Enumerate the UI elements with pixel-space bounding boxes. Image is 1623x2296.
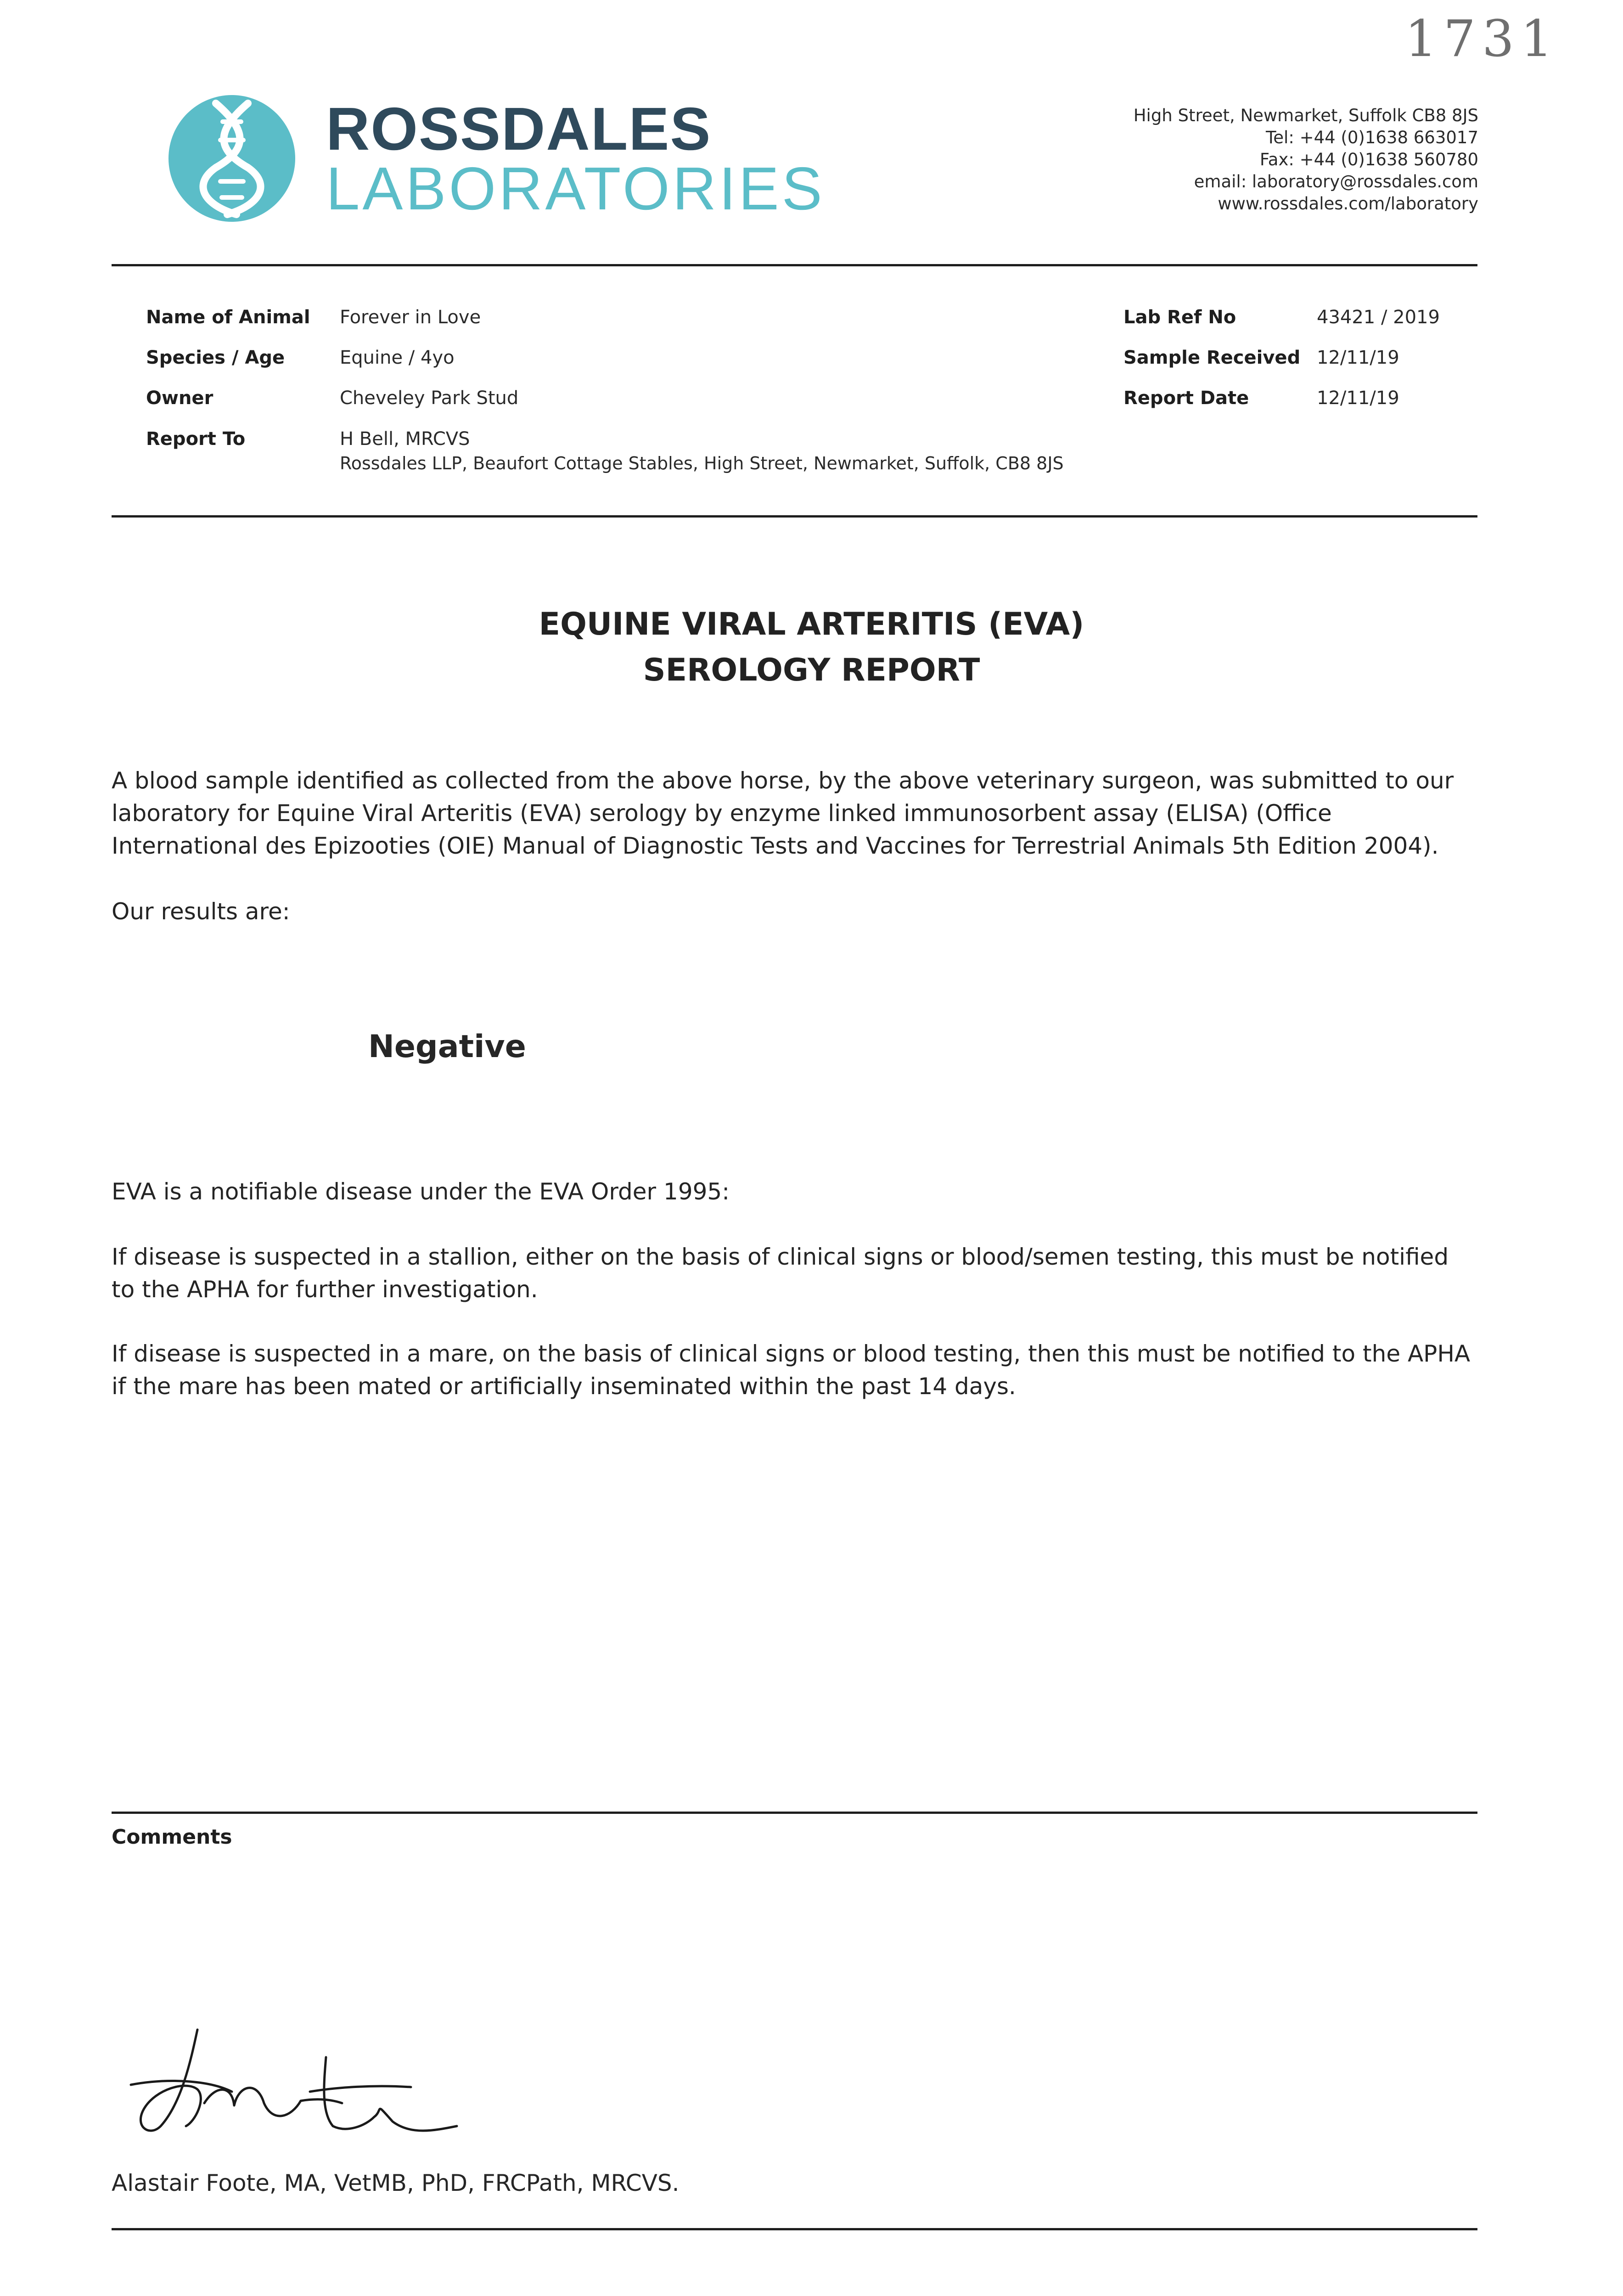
- company-logo: [168, 94, 833, 232]
- header-divider: [112, 264, 1477, 266]
- telephone: Tel: +44 (0)1638 663017: [1265, 128, 1478, 147]
- species-age-label: Species / Age: [146, 347, 285, 368]
- website: www.rossdales.com/laboratory: [1218, 194, 1478, 214]
- mare-paragraph: If disease is suspected in a mare, on the basis of clinical signs or blood testing, then this must be notified to the APHA if the mare has been mated or artificially inseminated within the past 14 days.: [112, 1340, 1471, 1400]
- report-title-line1: EQUINE VIRAL ARTERITIS (EVA): [539, 606, 1084, 642]
- comments-label: Comments: [112, 1825, 232, 1849]
- handwritten-page-number: 1731: [1405, 9, 1559, 68]
- name-of-animal-value: Forever in Love: [340, 307, 481, 328]
- sample-received-value: 12/11/19: [1317, 347, 1399, 368]
- footer-divider: [112, 2228, 1477, 2230]
- email: email: laboratory@rossdales.com: [1194, 172, 1478, 191]
- owner-value: Cheveley Park Stud: [340, 388, 519, 409]
- name-of-animal-label: Name of Animal: [146, 307, 310, 328]
- address-line: High Street, Newmarket, Suffolk CB8 8JS: [1133, 106, 1478, 125]
- sample-received-label: Sample Received: [1123, 347, 1301, 368]
- logo-word-laboratories: LABORATORIES: [326, 155, 825, 222]
- report-to-address: Rossdales LLP, Beaufort Cottage Stables, High Street, Newmarket, Suffolk, CB8 8JS: [340, 453, 1064, 473]
- signatory-name: Alastair Foote, MA, VetMB, PhD, FRCPath, MRCVS.: [112, 2170, 680, 2196]
- notifiable-statement: EVA is a notifiable disease under the EVA Order 1995:: [112, 1178, 730, 1205]
- report-date-label: Report Date: [1123, 388, 1249, 409]
- fax: Fax: +44 (0)1638 560780: [1259, 150, 1478, 169]
- info-divider: [112, 515, 1477, 518]
- lab-ref-label: Lab Ref No: [1123, 307, 1236, 328]
- lab-address-block: [1134, 105, 1478, 215]
- results-intro: Our results are:: [112, 898, 290, 925]
- report-date-value: 12/11/19: [1317, 388, 1399, 409]
- handwritten-signature: [117, 2011, 475, 2163]
- logo-word-rossdales: ROSSDALES: [326, 95, 712, 163]
- report-to-label: Report To: [146, 428, 246, 450]
- intro-paragraph: A blood sample identified as collected from the above horse, by the above veterinary surgeon, was submitted to our laboratory for Equine Viral Arteritis (EVA) serology by enzyme linked immunosorbent assay (ELISA) (Office International des Epizooties (OIE) Manual of Diagnostic Tests and Vaccines for Terrestrial Animals 5th Edition 2004).: [112, 767, 1454, 859]
- stallion-paragraph: If disease is suspected in a stallion, either on the basis of clinical signs or blood/semen testing, this must be notified to the APHA for further investigation.: [112, 1244, 1449, 1303]
- species-age-value: Equine / 4yo: [340, 347, 455, 368]
- report-to-name: H Bell, MRCVS: [340, 428, 470, 450]
- report-title-line2: SEROLOGY REPORT: [643, 652, 980, 688]
- comments-divider: [112, 1812, 1477, 1814]
- test-result: Negative: [368, 1029, 526, 1065]
- owner-label: Owner: [146, 388, 213, 409]
- dna-helix-icon: [168, 94, 296, 223]
- lab-ref-value: 43421 / 2019: [1317, 307, 1440, 328]
